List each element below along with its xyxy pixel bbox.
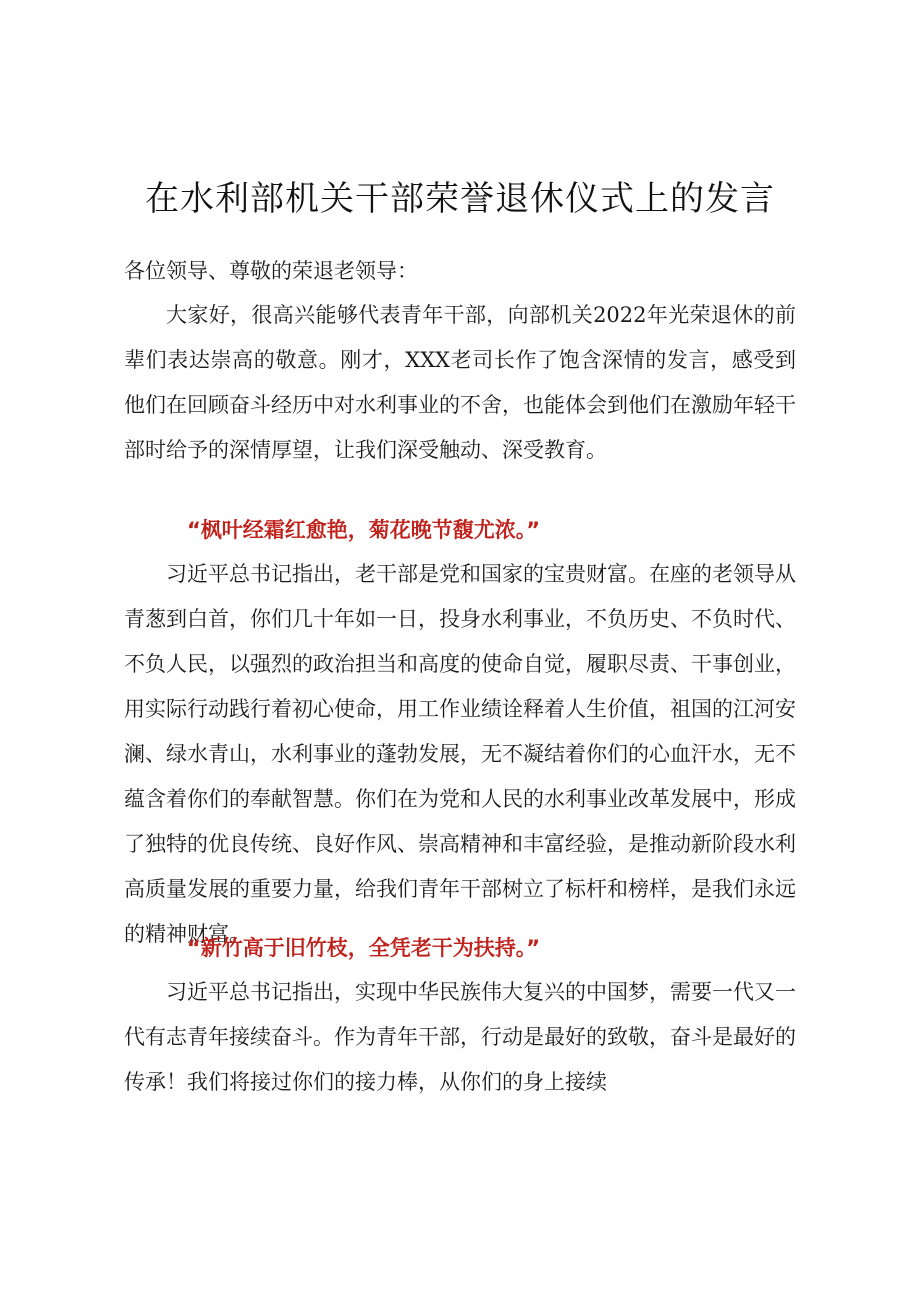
document-title: 在水利部机关干部荣誉退休仪式上的发言 <box>145 179 775 219</box>
salutation: 各位领导、尊敬的荣退老领导： <box>124 259 418 283</box>
quote-heading-1: “枫叶经霜红愈艳，菊花晚节馥尤浓。” <box>187 518 541 542</box>
quote-heading-2: “新竹高于旧竹枝，全凭老干为扶持。” <box>187 936 541 960</box>
paragraph-1: 大家好，很高兴能够代表青年干部，向部机关2022年光荣退休的前辈们表达崇高的敬意。刚才，XXX老司长作了饱含深情的发言，感受到他们在回顾奋斗经历中对水利事业的不舍，也能体会到他们在激励年轻干部时给予的深情厚望，让我们深受触动、深受教育。 <box>124 303 796 462</box>
paragraph-3: 习近平总书记指出，实现中华民族伟大复兴的中国梦，需要一代又一代有志青年接续奋斗。作为青年干部，行动是最好的致敬，奋斗是最好的传承！我们将接过你们的接力棒，从你们的身上接续 <box>124 980 796 1094</box>
paragraph-2: 习近平总书记指出，老干部是党和国家的宝贵财富。在座的老领导从青葱到白首，你们几十年如一日，投身水利事业，不负历史、不负时代、不负人民，以强烈的政治担当和高度的使命自觉，履职尽责、干事创业，用实际行动践行着初心使命，用工作业绩诠释着人生价值，祖国的江河安澜、绿水青山，水利事业的蓬勃发展，无不凝结着你们的心血汗水，无不蕴含着你们的奉献智慧。你们在为党和人民的水利事业改革发展中，形成了独特的优良传统、良好作风、崇高精神和丰富经验，是推动新阶段水利高质量发展的重要力量，给我们青年干部树立了标杆和榜样，是我们永远的精神财富。 <box>124 562 796 946</box>
